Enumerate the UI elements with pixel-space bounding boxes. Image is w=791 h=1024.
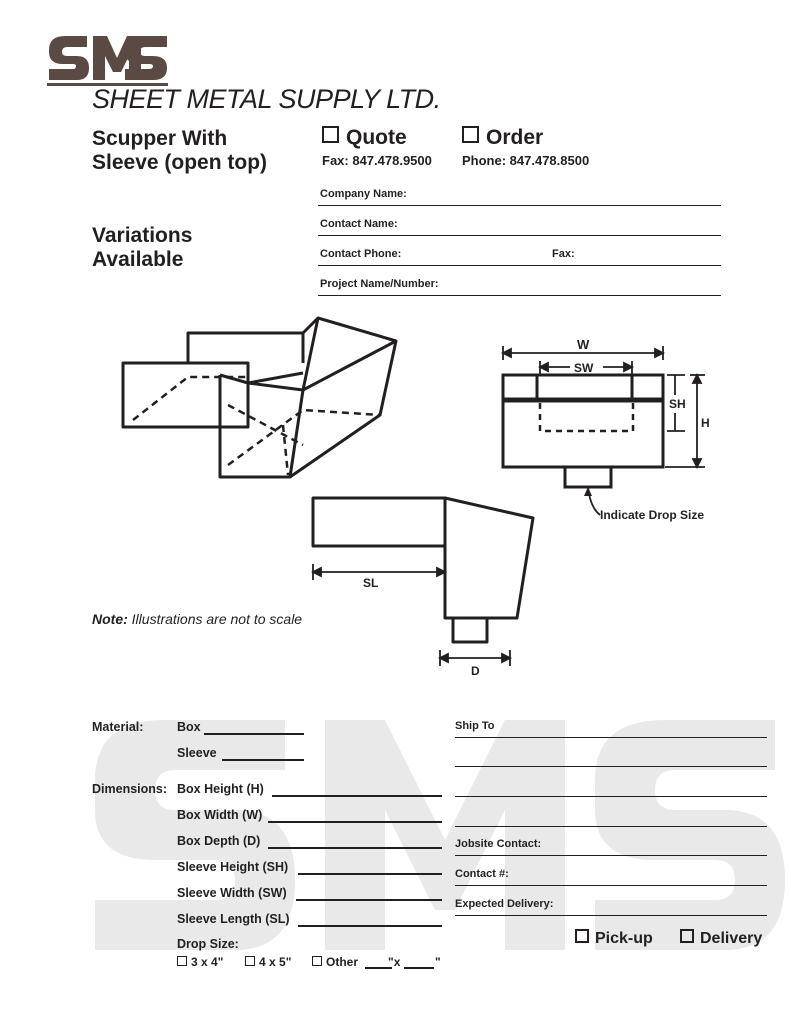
box-material-label: Box bbox=[177, 720, 201, 734]
box-width-label: Box Width (W) bbox=[177, 808, 263, 822]
phone-number: Phone: 847.478.8500 bbox=[462, 153, 590, 168]
checkbox-icon bbox=[575, 929, 589, 943]
depth-dimension-label: D bbox=[471, 664, 480, 678]
sleeve-height-label: Sleeve Height (SH) bbox=[177, 860, 289, 874]
variations-heading: Variations Available bbox=[92, 224, 193, 271]
contact-name-field[interactable] bbox=[318, 235, 721, 236]
note-text: Note: Illustrations are not to scale bbox=[92, 611, 303, 627]
drop-size-x-label: "x bbox=[388, 955, 401, 969]
checkbox-icon bbox=[245, 956, 255, 966]
indicate-drop-size-label: Indicate Drop Size bbox=[600, 508, 705, 522]
drop-size-label: Drop Size: bbox=[177, 937, 239, 951]
pickup-checkbox[interactable]: Pick-up bbox=[575, 929, 653, 948]
ship-to-field-line-2[interactable] bbox=[455, 766, 767, 767]
project-label: Project Name/Number: bbox=[320, 278, 439, 290]
fax-label: Fax: bbox=[552, 248, 575, 260]
checkbox-icon bbox=[680, 929, 694, 943]
checkbox-icon bbox=[462, 126, 479, 143]
sleeve-height-field[interactable] bbox=[298, 873, 442, 875]
sleeve-material-field[interactable] bbox=[222, 759, 304, 761]
sleeve-width-dimension-label: SW bbox=[574, 361, 594, 375]
checkbox-icon bbox=[312, 956, 322, 966]
sleeve-length-field[interactable] bbox=[298, 925, 442, 927]
box-depth-field[interactable] bbox=[268, 847, 442, 849]
delivery-checkbox[interactable]: Delivery bbox=[680, 929, 762, 948]
drop-size-other-height-field[interactable] bbox=[404, 967, 434, 969]
sleeve-width-field[interactable] bbox=[296, 899, 442, 901]
dimensions-heading: Dimensions: bbox=[92, 782, 168, 796]
drop-size-3x4-option[interactable]: 3 x 4" bbox=[177, 955, 223, 969]
material-heading: Material: bbox=[92, 720, 144, 734]
ship-to-field-line-4[interactable] bbox=[455, 826, 767, 827]
order-checkbox[interactable]: Order bbox=[462, 126, 543, 150]
company-name-label: Company Name: bbox=[320, 188, 407, 200]
drop-size-4x5-option[interactable]: 4 x 5" bbox=[245, 955, 291, 969]
contact-name-label: Contact Name: bbox=[320, 218, 398, 230]
expected-delivery-field[interactable] bbox=[455, 915, 767, 916]
box-width-field[interactable] bbox=[268, 821, 442, 823]
sleeve-width-label: Sleeve Width (SW) bbox=[177, 886, 287, 900]
sleeve-height-dimension-label: SH bbox=[669, 397, 686, 411]
fax-number: Fax: 847.478.9500 bbox=[322, 153, 432, 168]
ship-to-field-line-3[interactable] bbox=[455, 796, 767, 797]
box-material-field[interactable] bbox=[204, 733, 304, 735]
drop-size-other-option[interactable]: Other bbox=[312, 955, 358, 969]
width-dimension-label: W bbox=[577, 337, 590, 352]
company-name-field[interactable] bbox=[318, 205, 721, 206]
height-dimension-label: H bbox=[701, 416, 710, 430]
ship-to-field-line-1[interactable] bbox=[455, 737, 767, 738]
contact-number-label: Contact #: bbox=[455, 868, 509, 880]
checkbox-icon bbox=[322, 126, 339, 143]
box-height-field[interactable] bbox=[272, 795, 442, 797]
box-depth-label: Box Depth (D) bbox=[177, 834, 261, 848]
checkbox-icon bbox=[177, 956, 187, 966]
scupper-isometric-drawing bbox=[118, 315, 403, 490]
contact-number-field[interactable] bbox=[455, 885, 767, 886]
expected-delivery-label: Expected Delivery: bbox=[455, 898, 554, 910]
sms-logo bbox=[45, 30, 170, 90]
box-height-label: Box Height (H) bbox=[177, 782, 264, 796]
sleeve-length-label: Sleeve Length (SL) bbox=[177, 912, 290, 926]
product-title: Scupper With Sleeve (open top) bbox=[92, 127, 268, 174]
contact-phone-field[interactable] bbox=[318, 265, 721, 266]
sleeve-length-dimension-label: SL bbox=[363, 576, 379, 590]
quote-checkbox[interactable]: Quote bbox=[322, 126, 407, 150]
jobsite-contact-field[interactable] bbox=[455, 855, 767, 856]
scupper-side-view-drawing bbox=[305, 490, 545, 680]
contact-phone-label: Contact Phone: bbox=[320, 248, 402, 260]
company-name: SHEET METAL SUPPLY LTD. bbox=[92, 84, 441, 114]
drop-size-inch-mark: " bbox=[435, 955, 441, 969]
sleeve-material-label: Sleeve bbox=[177, 746, 217, 760]
jobsite-contact-label: Jobsite Contact: bbox=[455, 838, 542, 850]
project-field[interactable] bbox=[318, 295, 721, 296]
ship-to-label: Ship To bbox=[455, 720, 495, 732]
